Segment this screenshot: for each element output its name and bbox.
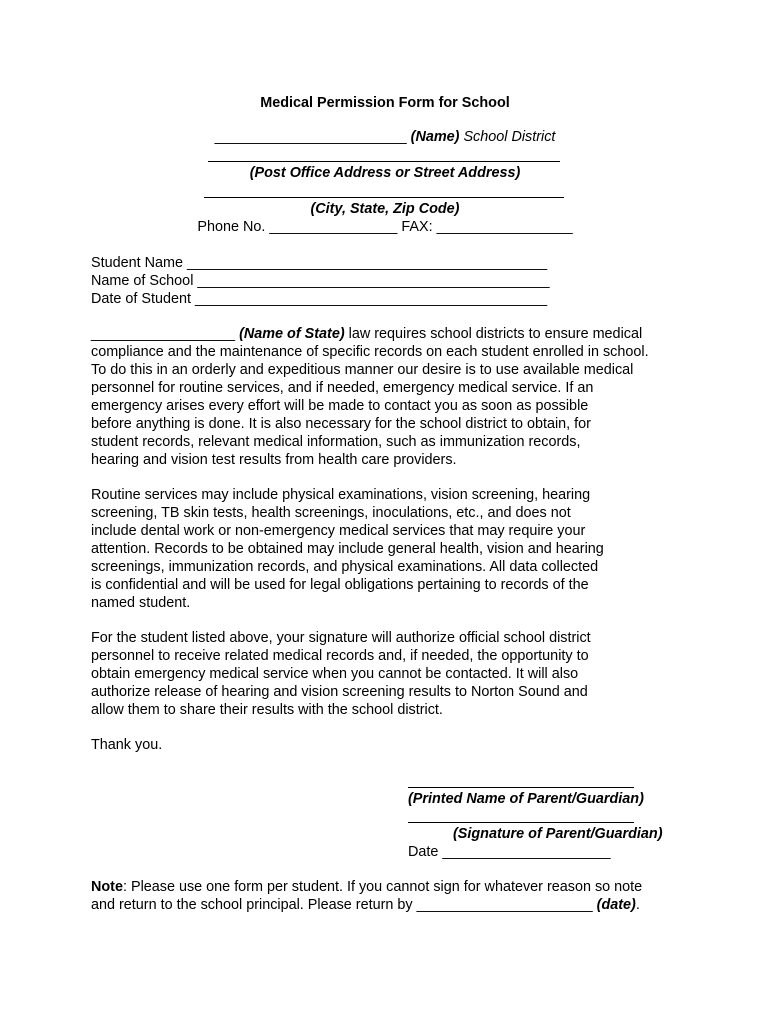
page-title: Medical Permission Form for School <box>260 95 510 111</box>
paragraph1-first-line <box>91 325 642 343</box>
phone-fax-line: Phone No. ________________ FAX: _________________ <box>197 219 573 235</box>
school-name-field: Name of School ____________________________________________ <box>91 273 550 289</box>
paragraph1-line: emergency arises every effort will be made to contact you as soon as possible <box>91 398 589 414</box>
address-rule <box>208 161 560 162</box>
paragraph1-line: To do this in an orderly and expeditious manner our desire is to use available medical <box>91 362 634 378</box>
paragraph2-line: screening, TB skin tests, health screenings, inoculations, etc., and does not <box>91 505 571 521</box>
paragraph2-line: screenings, immunization records, and physical examinations. All data collected <box>91 559 599 575</box>
paragraph2-line: attention. Records to be obtained may include general health, vision and hearing <box>91 541 604 557</box>
paragraph2-line: is confidential and will be used for legal obligations pertaining to records of the <box>91 577 589 593</box>
paragraph2-line: Routine services may include physical examinations, vision screening, hearing <box>91 487 591 503</box>
printed-name-rule <box>408 787 634 788</box>
signature-label: (Signature of Parent/Guardian) <box>453 826 663 842</box>
date-of-student-field: Date of Student ____________________________________________ <box>91 291 548 307</box>
district-line <box>0 128 770 146</box>
district-name-label: (Name) <box>410 129 460 145</box>
paragraph3-line: For the student listed above, your signature will authorize official school district <box>91 630 591 646</box>
note-label: Note <box>91 879 123 895</box>
paragraph3-line: personnel to receive related medical records and, if needed, the opportunity to <box>91 648 589 664</box>
city-label: (City, State, Zip Code) <box>310 201 460 217</box>
note-line1 <box>91 878 642 896</box>
paragraph1-first-line-text: law requires school districts to ensure medical <box>344 326 643 342</box>
return-date-label: (date) <box>596 897 636 913</box>
district-suffix: School District <box>459 129 556 145</box>
paragraph3-line: authorize release of hearing and vision screening results to Norton Sound and <box>91 684 588 700</box>
address-label: (Post Office Address or Street Address) <box>249 165 521 181</box>
signature-rule <box>408 822 634 823</box>
paragraph1-line: compliance and the maintenance of specific records on each student enrolled in school. <box>91 344 649 360</box>
printed-name-label: (Printed Name of Parent/Guardian) <box>408 791 644 807</box>
paragraph1-line: student records, relevant medical information, such as immunization records, <box>91 434 581 450</box>
paragraph3-line: obtain emergency medical service when you cannot be contacted. It will also <box>91 666 579 682</box>
state-name-blank: __________________ <box>91 326 240 342</box>
note-line2-text: and return to the school principal. Please return by ______________________ <box>91 897 597 913</box>
note-line2 <box>91 896 640 914</box>
paragraph2-line: include dental work or non-emergency medical services that may require your <box>91 523 586 539</box>
thank-you-text: Thank you. <box>91 737 163 753</box>
paragraph1-line: hearing and vision test results from health care providers. <box>91 452 457 468</box>
paragraph3-line: allow them to share their results with the school district. <box>91 702 443 718</box>
state-name-label: (Name of State) <box>239 326 345 342</box>
district-name-blank: ________________________ <box>214 129 407 145</box>
paragraph1-line: personnel for routine services, and if needed, emergency medical service. If an <box>91 380 594 396</box>
city-rule <box>204 197 564 198</box>
date-line: Date _____________________ <box>408 844 611 860</box>
student-name-field: Student Name _____________________________________________ <box>91 255 548 271</box>
paragraph1-line: before anything is done. It is also necessary for the school district to obtain, for <box>91 416 591 432</box>
note-end-period: . <box>635 897 640 913</box>
note-line1-text: : Please use one form per student. If you cannot sign for whatever reason so note <box>122 879 643 895</box>
paragraph2-line: named student. <box>91 595 191 611</box>
